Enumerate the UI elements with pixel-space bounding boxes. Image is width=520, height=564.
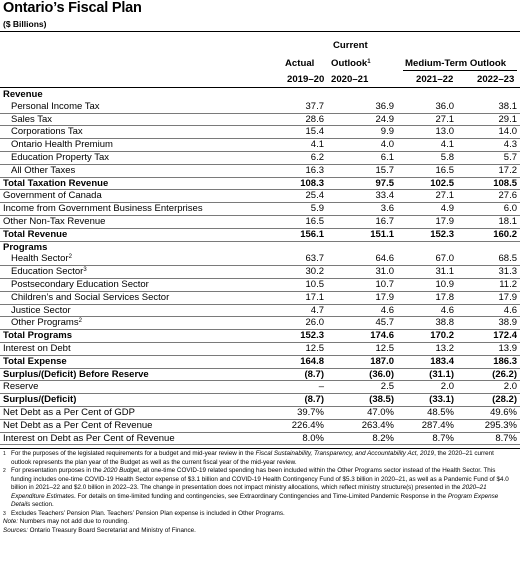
row-label: Revenue [3,89,43,100]
row-value: 174.6 [327,330,397,343]
row-value: (26.2) [457,368,520,381]
row-value: 8.0% [255,432,327,445]
header-year-2: 2020–21 [331,74,369,85]
table-row [0,126,520,139]
row-value: 17.9 [397,215,457,228]
table-row [0,342,520,355]
note-sources: Sources: Ontario Treasury Board Secretariat and Ministry of Finance. [3,526,196,534]
row-value: 67.0 [397,253,457,265]
row-value: 11.2 [457,278,520,291]
row-value: (28.2) [457,394,520,407]
row-value: (8.7) [255,368,327,381]
row-label: Education Property Tax [0,151,255,164]
table-row [0,304,520,317]
row-value: 164.8 [255,355,327,368]
row-label: Total Expense [0,355,255,368]
row-value: 183.4 [397,355,457,368]
footnote-1: 1 For the purposes of the legislated requirements for a budget and mid-year review in the Fiscal Sustainability, Transparency, and Accountability Act, 2019, the 2020–21 current outlook represents the plan year of the Budget as well as the current fiscal year of the mid-year review. [3,450,494,466]
row-value: 10.9 [397,278,457,291]
row-value: 38.8 [397,317,457,330]
row-value: 6.2 [255,151,327,164]
row-value [397,241,457,253]
row-value [255,89,327,101]
header-actual: Actual [285,58,315,69]
table-row [0,203,520,216]
table-row [0,394,520,407]
row-value: 33.4 [327,190,397,203]
footnotes [3,450,515,535]
row-label: Net Debt as a Per Cent of GDP [0,406,255,419]
row-value: 27.6 [457,190,520,203]
row-label: Personal Income Tax [0,101,255,113]
row-label: Education Sector$^3$ [0,266,255,279]
row-value: 4.1 [255,139,327,152]
row-value: 13.0 [397,126,457,139]
row-value: 12.5 [255,342,327,355]
row-label: Surplus/(Deficit) [0,394,255,407]
row-value: 13.9 [457,342,520,355]
header-bottom-rule [0,87,520,88]
row-value: 4.9 [397,203,457,216]
row-label: Justice Sector [0,304,255,317]
row-value: 4.0 [327,139,397,152]
row-value: 151.1 [327,228,397,241]
row-value: 8.7% [397,432,457,445]
row-value: 16.5 [397,164,457,177]
row-label: Total Revenue [0,228,255,241]
row-label: Income from Government Business Enterprises [0,203,255,216]
row-value: 28.6 [255,113,327,126]
header-year-4: 2022–23 [477,74,515,85]
table-row [0,241,520,253]
row-label: Children’s and Social Services Sector [0,291,255,304]
row-value: 17.1 [255,291,327,304]
row-value: 156.1 [255,228,327,241]
row-value: 47.0% [327,406,397,419]
header-current-top: Current [333,40,368,51]
row-label: Corporations Tax [0,126,255,139]
row-value: 186.3 [457,355,520,368]
row-value: 17.2 [457,164,520,177]
row-value: (38.5) [327,394,397,407]
table-row [0,368,520,381]
row-value: 18.1 [457,215,520,228]
row-label: Government of Canada [0,190,255,203]
row-label: Other Programs$^2$ [0,317,255,330]
note-rounding: Note: Numbers may not add due to rounding. [3,518,130,525]
table-row [0,406,520,419]
row-value [327,241,397,253]
row-value: 9.9 [327,126,397,139]
row-value: 36.0 [397,101,457,113]
row-value: 17.9 [327,291,397,304]
footnote-2: 2 For presentation purposes in the 2020 Budget, all one-time COVID-19 related spending has been included within the Other Programs sector instead of the Health Sector. This funding includes one-time COVID-19 Health Sector expense of $3.1 billion and COVID-19 Health Contingency Fund of $5.3 billion in 2020–21, as well as a Pandemic Fund of $4.0 billion in 2021–22 and $2.0 billion in 2022–23. The change in presentation does not impact ministry allocations, which reflect ministry structure(s) presented in the 2020–21 Expenditure Estimates. For details on time-limited funding and contingencies, see Extraordinary Contingencies and Time-Limited Pandemic Response in the Program Expense Details section. [3,467,509,508]
row-value [457,241,520,253]
table-row [0,139,520,152]
row-value: 287.4% [397,419,457,432]
row-value: 4.6 [457,304,520,317]
table-row [0,291,520,304]
row-label: Other Non-Tax Revenue [0,215,255,228]
row-value: 63.7 [255,253,327,265]
row-label: Interest on Debt as Per Cent of Revenue [0,432,255,445]
row-value: 25.4 [255,190,327,203]
row-value: 16.7 [327,215,397,228]
row-label: Postsecondary Education Sector [0,278,255,291]
row-value: 6.0 [457,203,520,216]
row-value: 8.7% [457,432,520,445]
row-value: 295.3% [457,419,520,432]
row-value [397,89,457,101]
row-value: 108.3 [255,177,327,190]
table-row [0,432,520,445]
row-value: 36.9 [327,101,397,113]
row-value: 31.1 [397,266,457,279]
row-value: 16.5 [255,215,327,228]
table-row [0,101,520,113]
header-medium-term: Medium-Term Outlook [405,58,507,69]
row-value: (8.7) [255,394,327,407]
row-value: 45.7 [327,317,397,330]
footnote-3: 3 Excludes Teachers’ Pension Plan. Teachers’ Pension Plan expense is included in Other Programs. [3,509,285,517]
row-value: 15.4 [255,126,327,139]
table-row [0,177,520,190]
row-value: 12.5 [327,342,397,355]
row-value: 263.4% [327,419,397,432]
row-value: 17.8 [397,291,457,304]
row-value: 97.5 [327,177,397,190]
row-label: All Other Taxes [0,164,255,177]
row-value: 4.3 [457,139,520,152]
table-row [0,253,520,265]
row-value: 64.6 [327,253,397,265]
table-bottom-rule [0,448,520,449]
table-row [0,317,520,330]
row-value: 16.3 [255,164,327,177]
table-row [0,355,520,368]
row-value: 5.7 [457,151,520,164]
row-value: 3.6 [327,203,397,216]
row-value: 2.5 [327,381,397,394]
row-value: (33.1) [397,394,457,407]
row-value: 27.1 [397,113,457,126]
row-value: 6.1 [327,151,397,164]
row-value: 160.2 [457,228,520,241]
row-value: – [255,381,327,394]
row-value: 14.0 [457,126,520,139]
row-value: 10.5 [255,278,327,291]
table-row [0,228,520,241]
header-current-mid: Outlook$^1$ [331,58,371,69]
row-label: Reserve [0,381,255,394]
row-value: 15.7 [327,164,397,177]
row-value: 172.4 [457,330,520,343]
row-value: (31.1) [397,368,457,381]
row-value: 226.4% [255,419,327,432]
table-row [0,330,520,343]
table-row [0,113,520,126]
header-year-3: 2021–22 [416,74,454,85]
row-value: (36.0) [327,368,397,381]
row-value [327,89,397,101]
row-value: 39.7% [255,406,327,419]
table-row [0,419,520,432]
row-value: 26.0 [255,317,327,330]
row-value: 2.0 [397,381,457,394]
row-value: 4.6 [327,304,397,317]
row-value: 68.5 [457,253,520,265]
row-value: 5.8 [397,151,457,164]
row-value: 2.0 [457,381,520,394]
row-value: 38.9 [457,317,520,330]
row-label: Interest on Debt [0,342,255,355]
table-row [0,278,520,291]
row-value: 10.7 [327,278,397,291]
row-label: Net Debt as a Per Cent of Revenue [0,419,255,432]
row-label: Ontario Health Premium [0,139,255,152]
row-value: 27.1 [397,190,457,203]
fiscal-plan-table [0,89,520,445]
table-row [0,164,520,177]
table-row [0,190,520,203]
row-value: 31.3 [457,266,520,279]
page-title: Ontario’s Fiscal Plan [3,0,142,16]
row-value: 24.9 [327,113,397,126]
row-value: 49.6% [457,406,520,419]
row-value: 187.0 [327,355,397,368]
table-row [0,266,520,279]
row-value: 48.5% [397,406,457,419]
top-rule [0,31,520,32]
row-value: 17.9 [457,291,520,304]
row-value: 38.1 [457,101,520,113]
row-value: 8.2% [327,432,397,445]
header-year-1: 2019–20 [287,74,325,85]
row-value: 170.2 [397,330,457,343]
row-value: 4.7 [255,304,327,317]
table-row [0,381,520,394]
row-value: 152.3 [397,228,457,241]
row-value: 4.1 [397,139,457,152]
row-label: Programs [3,241,48,253]
row-value: 108.5 [457,177,520,190]
row-label: Surplus/(Deficit) Before Reserve [0,368,255,381]
units-label: ($ Billions) [3,19,47,29]
row-value: 102.5 [397,177,457,190]
header-medium-term-rule [403,70,517,71]
row-label: Health Sector$^2$ [0,253,255,265]
row-value: 29.1 [457,113,520,126]
table-row [0,151,520,164]
row-label: Total Taxation Revenue [0,177,255,190]
row-value: 152.3 [255,330,327,343]
row-value: 30.2 [255,266,327,279]
row-label: Sales Tax [0,113,255,126]
row-label: Total Programs [0,330,255,343]
row-value: 5.9 [255,203,327,216]
table-row [0,89,520,101]
row-value [255,241,327,253]
table-row [0,215,520,228]
row-value: 13.2 [397,342,457,355]
row-value [457,89,520,101]
row-value: 4.6 [397,304,457,317]
row-value: 37.7 [255,101,327,113]
row-value: 31.0 [327,266,397,279]
